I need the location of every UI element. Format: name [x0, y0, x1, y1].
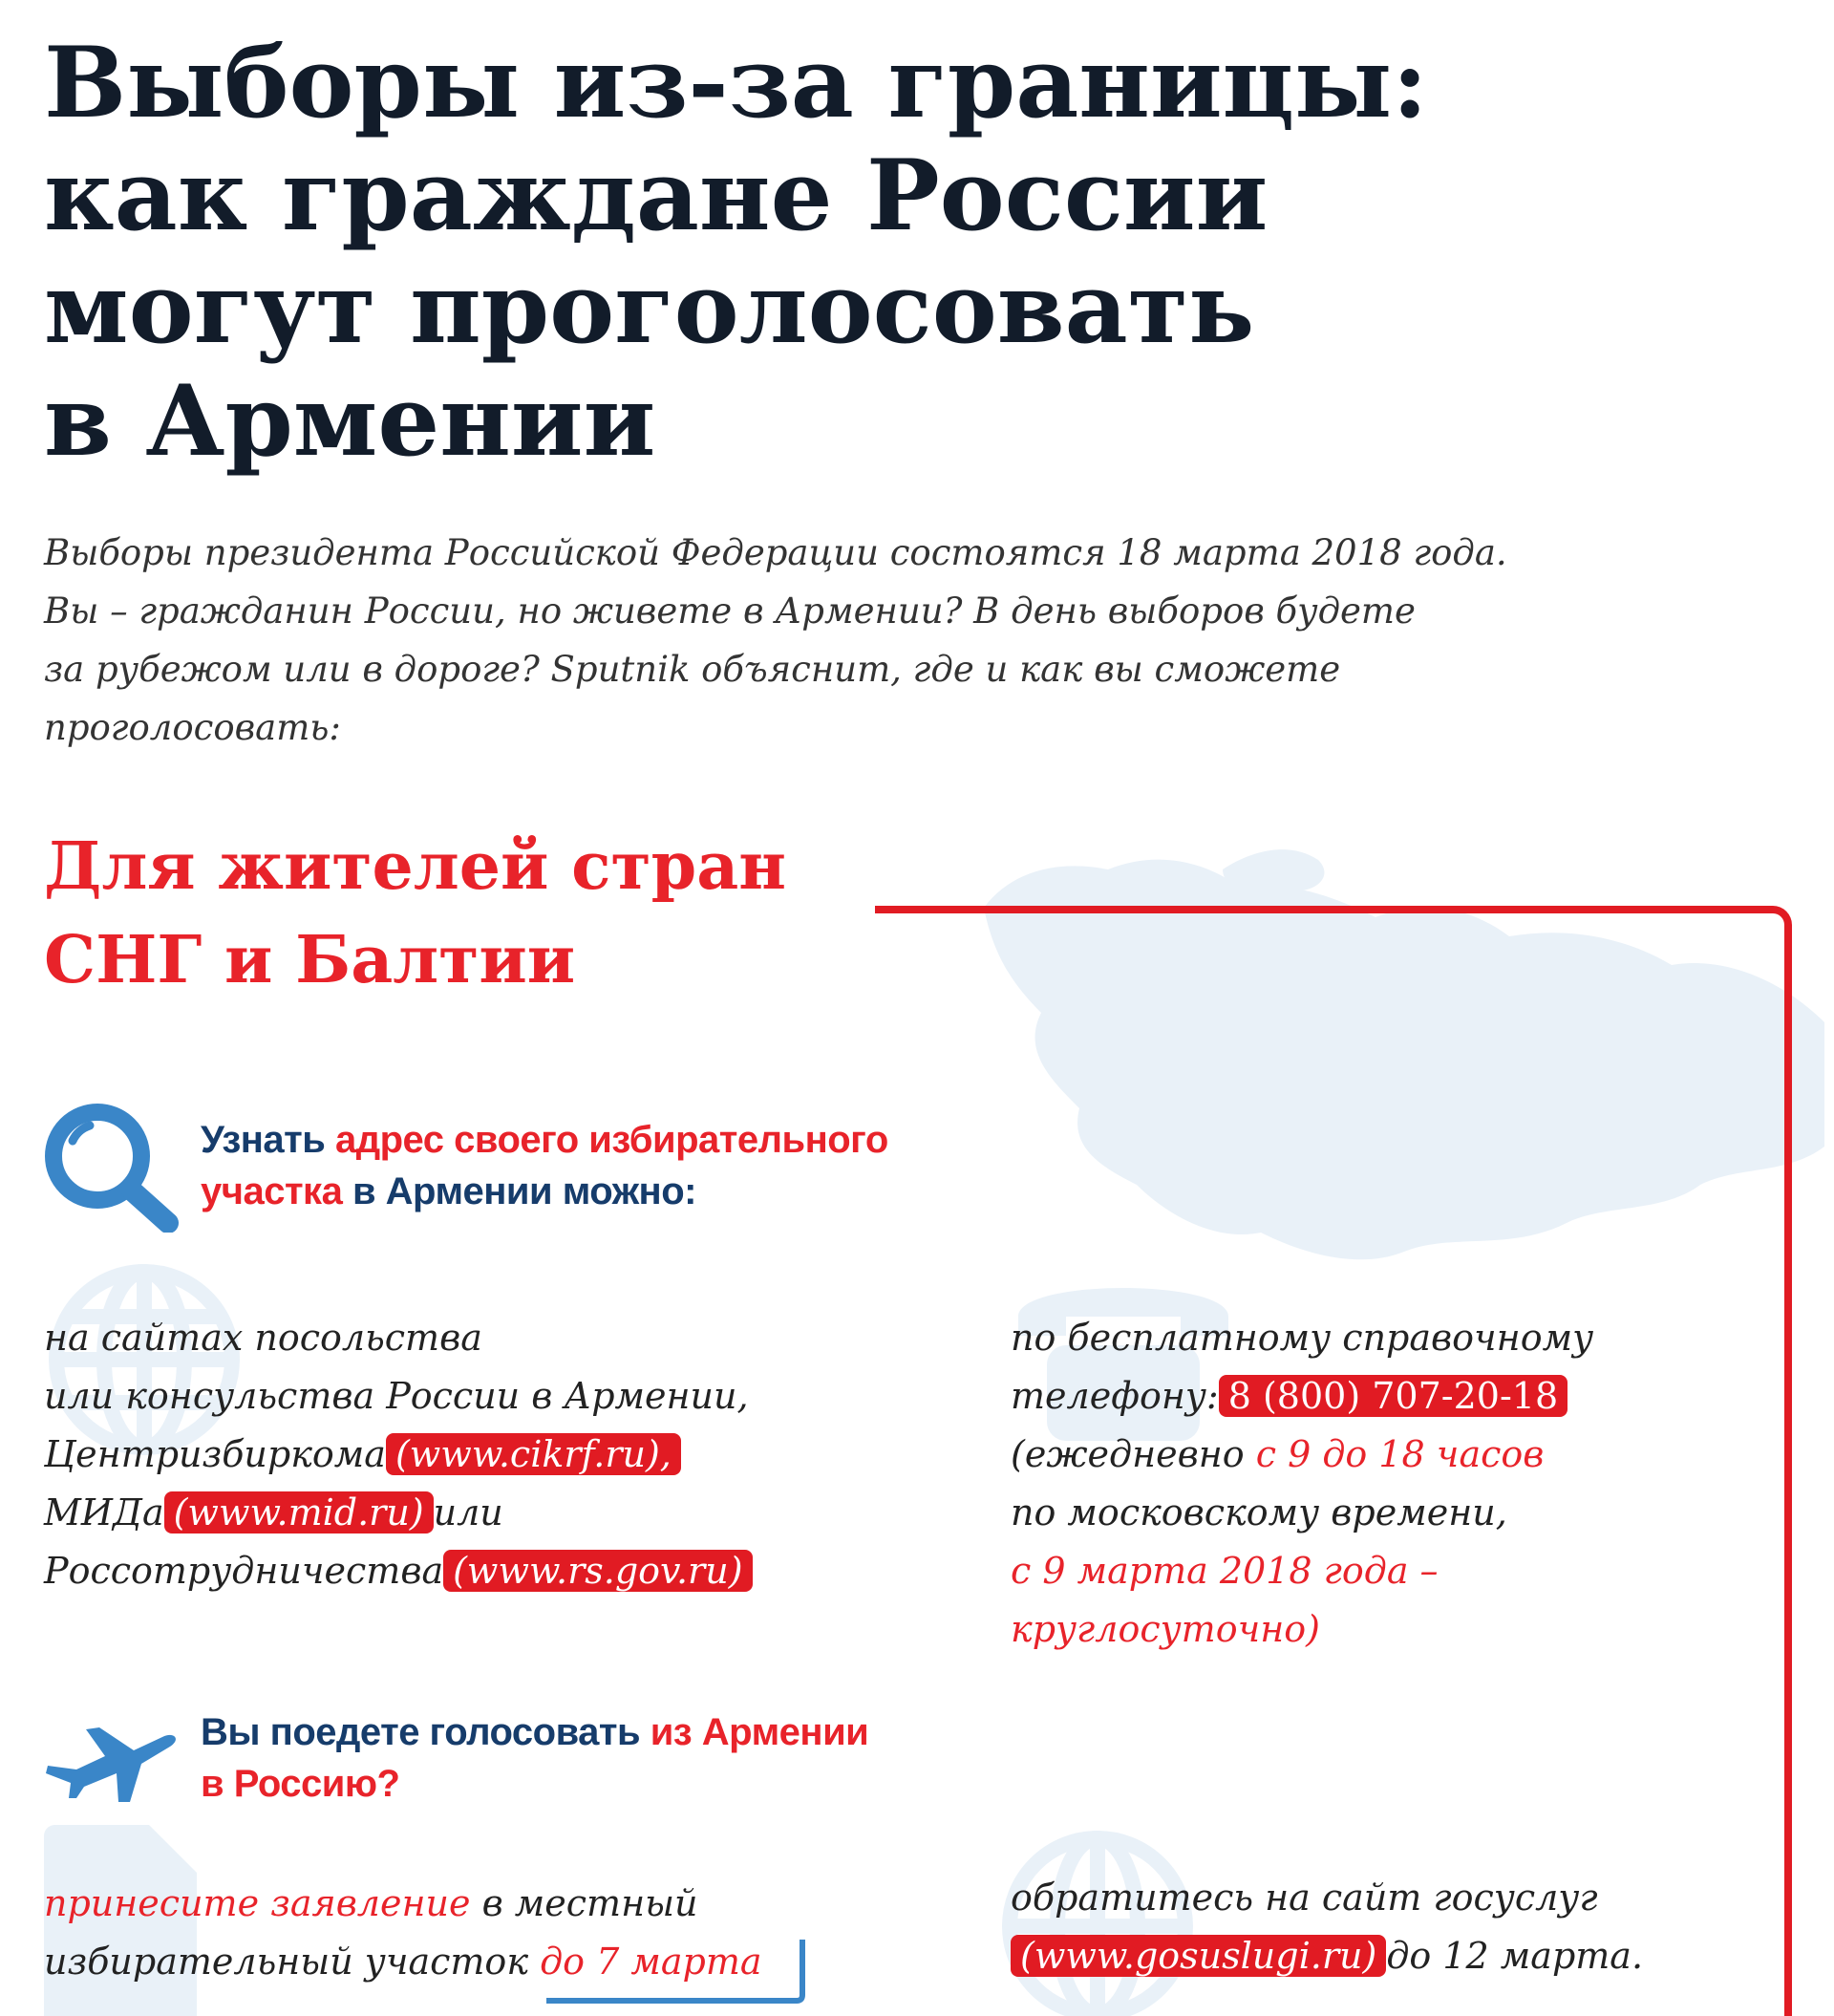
- application-text: избирательный участок: [44, 1941, 541, 1983]
- intro-line: Вы – гражданин России, но живете в Армении? В день выборов будете: [44, 590, 1416, 632]
- deadline-highlight: до 7 марта: [540, 1941, 762, 1983]
- section-title: [44, 820, 786, 1007]
- phone-line: по московскому времени,: [1011, 1491, 1507, 1533]
- phone-line-highlight: круглосуточно: [1011, 1608, 1307, 1650]
- application-highlight: принесите заявление: [44, 1882, 471, 1924]
- hotline-block: [1011, 1309, 1593, 1659]
- airplane-icon: [38, 1710, 181, 1806]
- gosuslugi-deadline: до 12 марта.: [1386, 1935, 1644, 1977]
- intro-line: за рубежом или в дороге? Sputnik объяснит, где и как вы сможете: [44, 649, 1341, 690]
- heading-text: Узнать: [201, 1119, 335, 1161]
- phone-line: по бесплатному справочному: [1011, 1317, 1594, 1359]
- title-line: как граждане России: [44, 139, 1269, 253]
- heading-text: в Армении можно:: [342, 1170, 696, 1212]
- intro-paragraph: [44, 524, 1630, 757]
- phone-label: (ежедневно: [1011, 1433, 1256, 1475]
- travel-heading: [201, 1706, 868, 1810]
- hotline-number[interactable]: 8 (800) 707-20-18: [1219, 1375, 1567, 1417]
- sites-label: Центризбиркома: [44, 1433, 386, 1475]
- sites-label: МИДа: [44, 1491, 164, 1533]
- sites-line: или консульства России в Армении,: [44, 1375, 749, 1417]
- sites-label: или: [433, 1491, 503, 1533]
- heading-text: Вы поедете голосовать: [201, 1711, 650, 1753]
- gosuslugi-line: обратитесь на сайт госуслуг: [1011, 1877, 1598, 1919]
- title-line: в Армении: [44, 364, 656, 479]
- hours-highlight: с 9 до 18 часов: [1255, 1433, 1545, 1475]
- phone-line-highlight: с 9 марта 2018 года –: [1011, 1550, 1439, 1592]
- sites-label: Россотрудничества: [44, 1550, 444, 1592]
- phone-label: телефону:: [1011, 1375, 1219, 1417]
- title-line: Выборы из-за границы:: [44, 26, 1428, 140]
- heading-highlight: в Россию?: [201, 1763, 400, 1805]
- mid-link[interactable]: (www.mid.ru): [164, 1491, 434, 1533]
- cikrf-link[interactable]: (www.cikrf.ru),: [386, 1433, 681, 1475]
- section-title-line: СНГ и Балтии: [44, 922, 576, 998]
- phone-line-end: ): [1306, 1608, 1320, 1650]
- heading-highlight: участка: [201, 1170, 343, 1212]
- title-line: могут проголосовать: [44, 251, 1255, 366]
- bracket-decoration: [546, 1932, 808, 2008]
- heading-highlight: адрес своего избирательного: [334, 1119, 888, 1161]
- sites-line: на сайтах посольства: [44, 1317, 482, 1359]
- find-address-heading: [201, 1114, 888, 1217]
- gosuslugi-block: [1011, 1869, 1643, 1985]
- application-text: в местный: [470, 1882, 698, 1924]
- embassy-sites-block: [44, 1309, 753, 1600]
- heading-highlight: из Армении: [650, 1711, 869, 1753]
- page-title: [44, 27, 1477, 478]
- section-title-line: Для жителей стран: [44, 828, 787, 905]
- magnifier-icon: [40, 1099, 183, 1233]
- rs-link[interactable]: (www.rs.gov.ru): [443, 1550, 752, 1592]
- intro-line: Выборы президента Российской Федерации состоятся 18 марта 2018 года.: [44, 532, 1507, 573]
- intro-line: проголосовать:: [44, 707, 341, 748]
- gosuslugi-link[interactable]: (www.gosuslugi.ru): [1011, 1935, 1386, 1977]
